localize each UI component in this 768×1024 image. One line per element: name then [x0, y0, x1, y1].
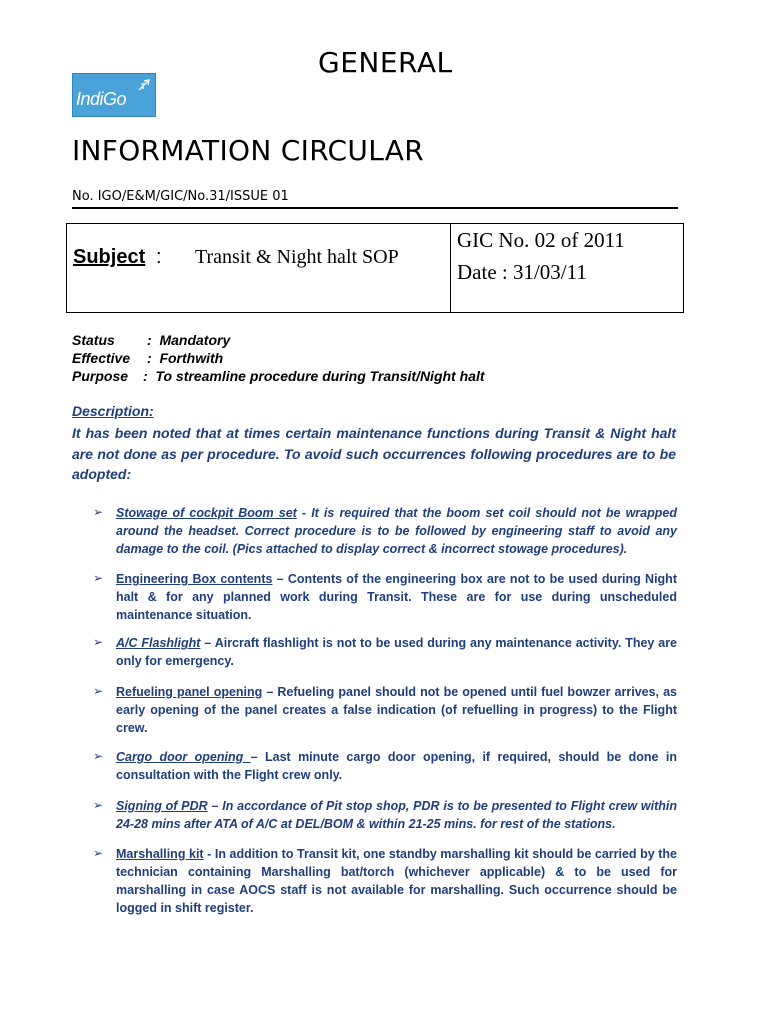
- meta-value: To streamline procedure during Transit/Night halt: [155, 368, 485, 384]
- arrow-bullet-icon: ➢: [93, 505, 104, 519]
- item-body: In accordance of Pit stop shop, PDR is to be presented to Flight crew within 24-28 mins after ATA of A/C at DEL/BOM & within 21-25 mins. for rest of the stations.: [116, 799, 677, 831]
- list-item-text: [116, 634, 677, 670]
- list-item-text: [116, 570, 677, 624]
- item-separator: –: [207, 799, 223, 813]
- subject-text: Transit & Night halt SOP: [195, 246, 399, 268]
- arrow-bullet-icon: ➢: [93, 635, 104, 649]
- list-item-text: [116, 504, 677, 558]
- description-heading: Description:: [72, 403, 154, 419]
- item-heading: Stowage of cockpit Boom set: [116, 506, 297, 520]
- item-body: In addition to Transit kit, one standby marshalling kit should be carried by the technician containing Marshalling bat/torch (whichever applicable) & to be used for marshalling in case AOCS staff is not available for marshalling. Such occurrence should be logged in shift register.: [116, 847, 677, 915]
- meta-sep: :: [147, 332, 152, 348]
- list-item-text: [116, 797, 677, 833]
- item-heading: Engineering Box contents: [116, 572, 273, 586]
- page-title-information-circular: INFORMATION CIRCULAR: [72, 134, 424, 167]
- description-body: It has been noted that at times certain maintenance functions during Transit & Night halt are not done as per procedure. To avoid such occurrences following procedures are to be adopted:: [72, 425, 676, 482]
- meta-key: Effective: [72, 350, 131, 366]
- meta-status: [72, 332, 230, 348]
- subject-label: Subject: [73, 246, 146, 268]
- meta-effective: [72, 350, 223, 366]
- arrow-bullet-icon: ➢: [93, 749, 104, 763]
- gic-number: GIC No. 02 of 2011: [457, 228, 625, 252]
- item-separator: –: [250, 750, 265, 764]
- meta-value: Forthwith: [159, 350, 224, 366]
- logo-text: IndiGo: [76, 89, 127, 109]
- item-separator: -: [203, 847, 215, 861]
- list-item-text: [116, 683, 677, 737]
- item-heading: Marshalling kit: [116, 847, 204, 861]
- subject-box: [66, 223, 684, 313]
- item-body: It is required that the boom set coil should not be wrapped around the headset. Correct procedure is to be followed by engineering staff to avoid any damage to the coil. (Pics attached to display correct & incorrect stowage procedures).: [116, 506, 677, 556]
- item-body: Contents of the engineering box are not to be used during Night halt & for any planned work during Transit. These are for use during unscheduled maintenance situation.: [116, 572, 677, 622]
- meta-key: Status: [72, 332, 115, 348]
- page-title-general: GENERAL: [318, 46, 453, 79]
- item-separator: -: [296, 506, 312, 520]
- meta-sep: :: [147, 350, 152, 366]
- header-rule: [72, 207, 678, 209]
- item-body: Refueling panel should not be opened until fuel bowzer arrives, as early opening of the panel creates a false indication (of refuelling in progress) to the Flight crew.: [116, 685, 677, 735]
- list-item-text: [116, 845, 677, 917]
- arrow-bullet-icon: ➢: [93, 571, 104, 585]
- gic-date: Date : 31/03/11: [457, 260, 587, 284]
- item-body: Aircraft flashlight is not to be used during any maintenance activity. They are only for emergency.: [116, 636, 678, 668]
- meta-key: Purpose: [72, 368, 129, 384]
- item-heading: A/C Flashlight: [116, 636, 201, 650]
- meta-sep: :: [143, 368, 148, 384]
- meta-purpose: [72, 368, 485, 384]
- item-separator: –: [272, 572, 288, 586]
- reference-number: No. IGO/E&M/GIC/No.31/ISSUE 01: [72, 189, 289, 204]
- item-heading: Cargo door opening: [116, 750, 251, 764]
- subject-colon: :: [156, 246, 162, 268]
- plane-icon: [137, 78, 151, 92]
- item-separator: –: [200, 636, 215, 650]
- arrow-bullet-icon: ➢: [93, 846, 104, 860]
- subject-cell: [67, 224, 451, 312]
- indigo-logo: [72, 73, 156, 117]
- item-body: Last minute cargo door opening, if required, should be done in consultation with the Flight crew only.: [116, 750, 677, 782]
- arrow-bullet-icon: ➢: [93, 798, 104, 812]
- list-item-text: [116, 748, 677, 784]
- item-heading: Signing of PDR: [116, 799, 208, 813]
- arrow-bullet-icon: ➢: [93, 684, 104, 698]
- meta-value: Mandatory: [159, 332, 231, 348]
- item-separator: –: [262, 685, 278, 699]
- item-heading: Refueling panel opening: [116, 685, 263, 699]
